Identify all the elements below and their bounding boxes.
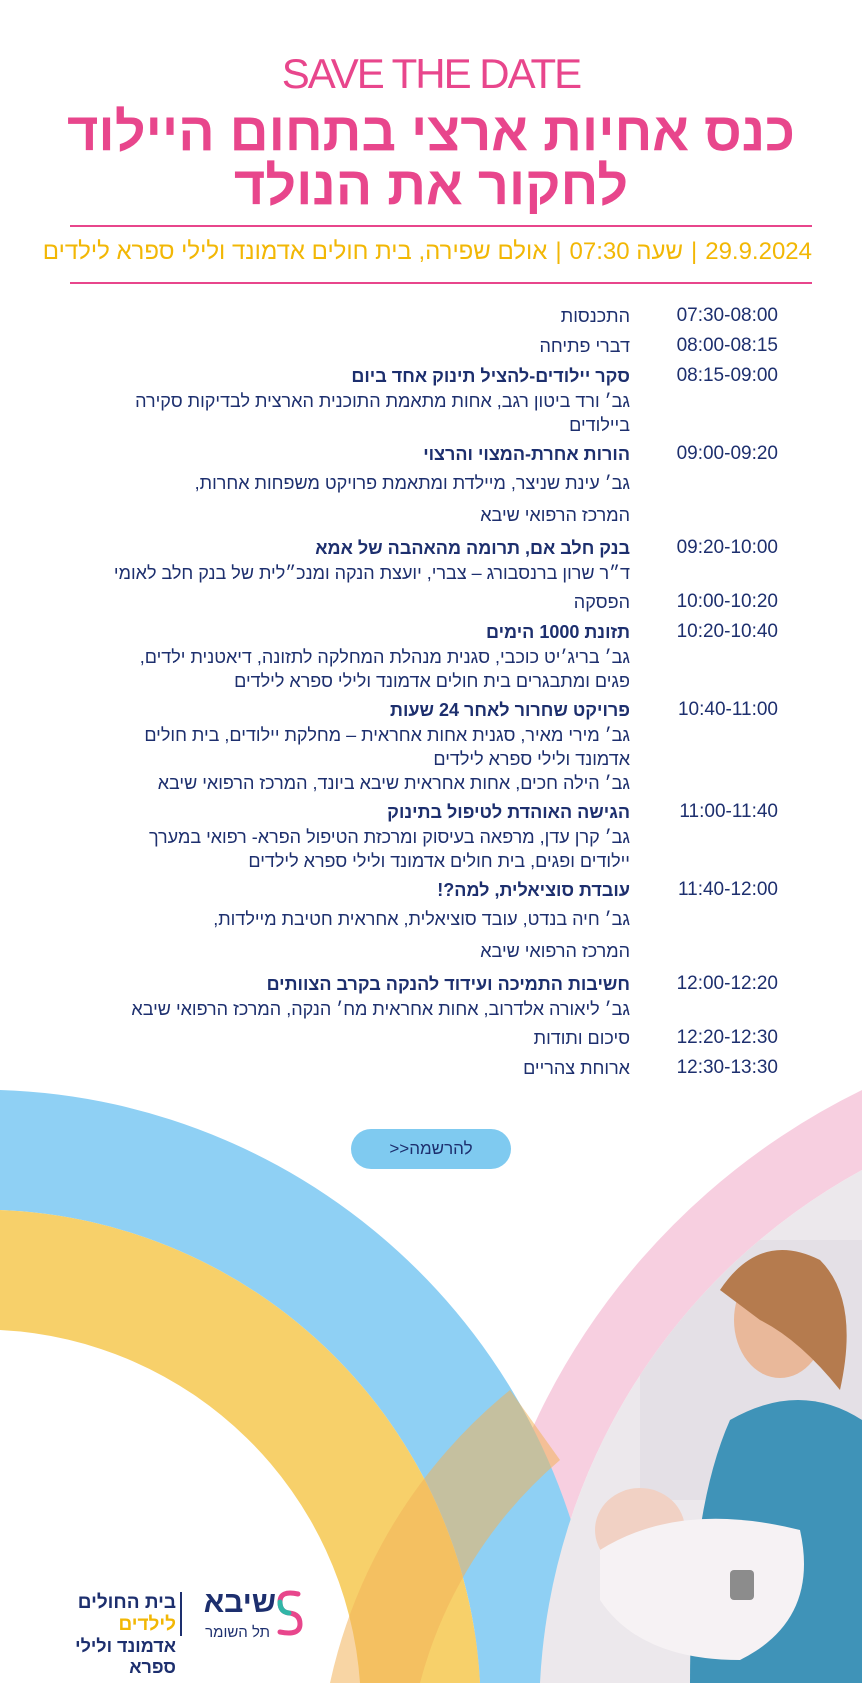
agenda-speaker-line: אדמונד ולילי ספרא לילדים (433, 749, 630, 769)
agenda-time (650, 619, 778, 693)
top-divider (70, 225, 812, 227)
separator: | (690, 238, 698, 265)
agenda-topic: בנק חלב אם, תרומה מהאהבה של אמא (315, 538, 630, 558)
agenda-topic: פרויקט שחרור לאחר 24 שעות (390, 700, 630, 720)
agenda-time (650, 589, 778, 615)
agenda-time (650, 535, 778, 585)
agenda-speaker-line: ד״ר שרון ברנסבורג – צברי, יועצת הנקה ומנכ״לית של בנק חלב לאומי (113, 563, 630, 583)
agenda-time-text: 11:00-11:40 (679, 801, 778, 822)
logo-divider (180, 1592, 182, 1636)
agenda-row (70, 333, 778, 359)
register-button[interactable]: להרשמה<< (351, 1129, 511, 1169)
agenda-topic: סיכום ותודות (533, 1028, 630, 1048)
agenda-content (70, 441, 650, 531)
agenda-topic: הורות אחרת-המצוי והרצוי (423, 444, 630, 464)
agenda-content (70, 333, 650, 359)
agenda-row (70, 799, 778, 873)
agenda-time (650, 303, 778, 329)
agenda-time-text: 09:00-09:20 (676, 443, 778, 464)
agenda-topic: עובדת סוציאלית, למה?! (437, 880, 630, 900)
agenda-row (70, 441, 778, 531)
event-time: שעה 07:30 (569, 238, 683, 265)
agenda-topic: תזונת 1000 הימים (486, 622, 630, 642)
agenda-content (70, 619, 650, 693)
agenda-topic: הגישה האוהדת לטיפול בתינוק (387, 802, 630, 822)
hospital-prefix: בית החולים (77, 1592, 176, 1613)
agenda-speaker-line: גב׳ ליאורה אלדרוב, אחות אחראית מח׳ הנקה, המרכז הרפואי שיבא (131, 999, 630, 1019)
agenda-time-text: 09:20-10:00 (676, 537, 778, 558)
sheba-logo (186, 1586, 306, 1646)
sheba-s-icon (272, 1586, 306, 1638)
agenda-content (70, 971, 650, 1021)
title-line-2: לחקור את הנולד (233, 156, 629, 216)
agenda-topic: דברי פתיחה (539, 336, 630, 356)
agenda-speaker-line: גב׳ בריג׳יט כוכבי, סגנית מנהלת המחלקה לתזונה, דיאטנית ילדים, (139, 647, 630, 667)
agenda-time-text: 08:00-08:15 (676, 335, 778, 356)
sheba-sub: תל השומר (205, 1624, 270, 1641)
agenda-time-text: 10:20-10:40 (676, 621, 778, 642)
separator: | (555, 238, 562, 265)
agenda-time-text: 11:40-12:00 (677, 879, 778, 900)
agenda-topic: הפסקה (573, 592, 630, 612)
agenda-time-text: 07:30-08:00 (676, 305, 778, 326)
agenda-time (650, 697, 778, 795)
agenda-row (70, 697, 778, 795)
agenda-time (650, 877, 778, 967)
agenda-content (70, 303, 650, 329)
agenda-time-text: 10:00-10:20 (676, 591, 778, 612)
agenda-speaker-line: יילודים ופגים, בית חולים אדמונד ולילי ספרא לילדים (248, 851, 630, 871)
agenda-time-text: 12:00-12:20 (676, 973, 778, 994)
agenda-speaker-line: גב׳ עינת שניצר, מיילדת ומתאמת פרויקט משפחות אחרות, (194, 473, 630, 493)
agenda-time (650, 799, 778, 873)
agenda-speaker-line: פגים ומתבגרים בית חולים אדמונד ולילי ספרא לילדים (234, 671, 630, 691)
agenda-time-text: 10:40-11:00 (677, 699, 778, 720)
agenda-row (70, 303, 778, 329)
agenda-row (70, 589, 778, 615)
event-date: 29.9.2024 (705, 238, 812, 265)
agenda-row (70, 1025, 778, 1051)
agenda-content (70, 877, 650, 967)
agenda-time-text: 12:20-12:30 (676, 1027, 778, 1048)
agenda-topic: סקר יילודים-להציל תינוק אחד ביום (351, 366, 630, 386)
agenda-speaker-line: גב׳ חיה בנדט, עובד סוציאלית, אחראית חטיבת מיילדות, (213, 909, 630, 929)
agenda-content (70, 799, 650, 873)
sheba-name: שיבא (203, 1586, 276, 1619)
agenda-topic: ארוחת צהריים (523, 1058, 630, 1078)
agenda-content (70, 363, 650, 437)
agenda-content (70, 1025, 650, 1051)
agenda-row (70, 877, 778, 967)
agenda-content (70, 589, 650, 615)
agenda-row (70, 535, 778, 585)
agenda-speaker-line: גב׳ ורד ביטון רגב, אחות מתאמת התוכנית הארצית לבדיקות סקירה (135, 391, 630, 411)
agenda-speaker-line: גב׳ מירי מאיר, סגנית אחות אחראית – מחלקת יילודים, בית חולים (144, 725, 630, 745)
agenda-time-text: 08:15-09:00 (676, 365, 778, 386)
event-info (42, 238, 812, 266)
children-hospital-logo (30, 1592, 176, 1678)
save-the-date: SAVE THE DATE (281, 50, 581, 97)
agenda-row (70, 971, 778, 1021)
agenda (70, 303, 778, 1085)
agenda-time-text: 12:30-13:30 (676, 1057, 778, 1078)
event-place: אולם שפירה, בית חולים אדמונד ולילי ספרא לילדים (42, 238, 548, 265)
agenda-time (650, 363, 778, 437)
agenda-time (650, 1025, 778, 1051)
agenda-speaker-line: גב׳ הילה חכים, אחות אחראית שיבא ביונד, המרכז הרפואי שיבא (157, 773, 630, 793)
agenda-time (650, 441, 778, 531)
bottom-divider (70, 282, 812, 284)
agenda-topic: חשיבות התמיכה ועידוד להנקה בקרב הצוותים (266, 974, 630, 994)
agenda-speaker-line: המרכז הרפואי שיבא (480, 941, 630, 961)
agenda-topic: התכנסות (560, 306, 630, 326)
agenda-speaker-line: גב׳ קרן עדן, מרפאה בעיסוק ומרכזת הטיפול הפרא- רפואי במערך (148, 827, 630, 847)
agenda-time (650, 971, 778, 1021)
agenda-content (70, 535, 650, 585)
agenda-content (70, 697, 650, 795)
agenda-row (70, 363, 778, 437)
hospital-kids-word: לילדים (118, 1614, 176, 1635)
agenda-speaker-line: ביילודים (569, 415, 630, 435)
agenda-speaker-line: המרכז הרפואי שיבא (480, 505, 630, 525)
agenda-row (70, 619, 778, 693)
children-hospital-line-1 (30, 1592, 176, 1636)
children-hospital-line-2: אדמונד ולילי ספרא (75, 1636, 176, 1677)
title-line-1: כנס אחיות ארצי בתחום היילוד (67, 102, 795, 162)
agenda-time (650, 333, 778, 359)
